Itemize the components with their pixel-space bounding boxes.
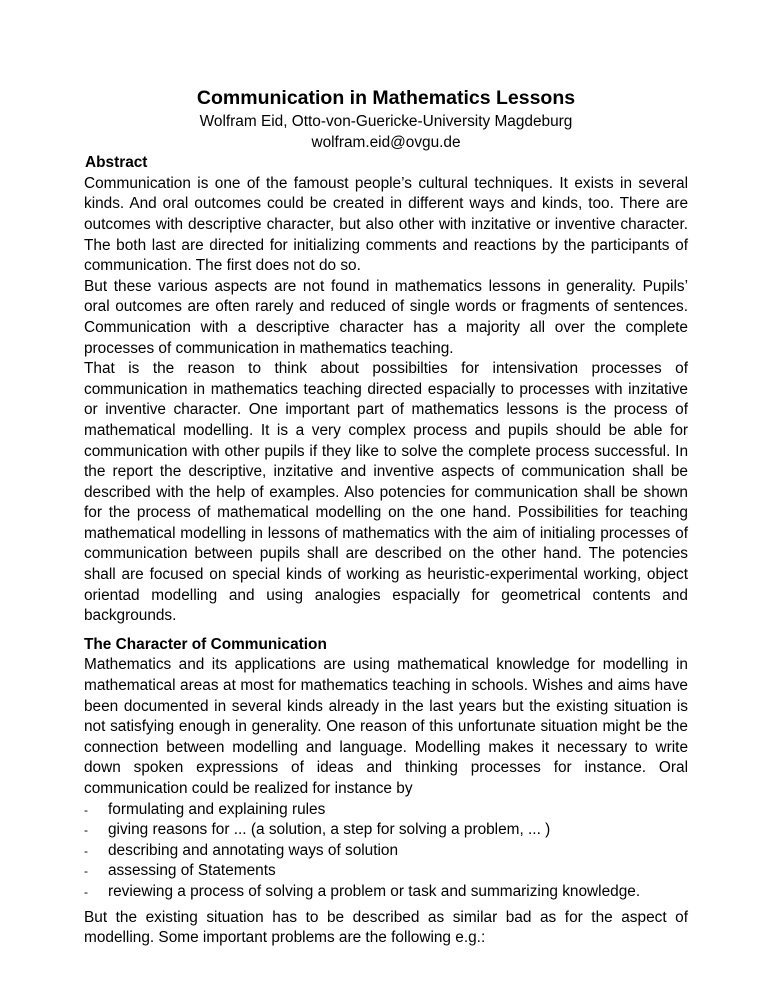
author-line: Wolfram Eid, Otto-von-Guericke-University Magdeburg (199, 113, 573, 130)
section-intro: Mathematics and its applications are using mathematical knowledge for modelling in mathematical areas at most for mathematics teaching in schools. Wishes and aims have been documented in several kinds already in the last years but the existing situation is not satisfying enough in generality. One reason of this unfortunate situation might be the connection between modelling and language. Modelling makes it necessary to write down spoken expressions of ideas and thinking processes for instance. Oral communication could be realized for instance by (84, 656, 688, 797)
document-page (84, 86, 688, 949)
abstract-paragraph: That is the reason to think about possibilties for intensivation processes of communication in mathematics teaching directed espacially to processes with inzitative or inventive character. One important part of mathematics lessons is the process of mathematical modelling. It is a very complex process and pupils should be able for communication with other pupils if they like to solve the complete process successful. In the report the descriptive, inzitative and inventive aspects of communication shall be described with the help of examples. Also potencies for communication shall be shown for the process of mathematical modelling on the one hand. Possibilities for teaching mathematical modelling in lessons of mathematics with the aim of initialing processes of communication between pupils shall are described on the other hand. The potencies shall are focused on special kinds of working as heuristic-experimental working, object orientad modelling and using analogies espacially for geometrical contents and backgrounds. (84, 360, 688, 625)
list-item-text: formulating and explaining rules (108, 800, 326, 818)
list-marker: - (84, 843, 88, 858)
paper-title: Communication in Mathematics Lessons (196, 87, 576, 109)
list-marker: - (84, 802, 88, 817)
list-item (84, 882, 688, 903)
list-marker: - (84, 823, 88, 838)
abstract-heading: Abstract (85, 154, 148, 172)
author-email: wolfram.eid@ovgu.de (311, 133, 461, 151)
list-marker: - (84, 884, 88, 899)
list-item-text: assessing of Statements (108, 862, 276, 880)
list-marker: - (84, 864, 88, 879)
list-item (84, 820, 688, 841)
abstract-paragraph: Communication is one of the famoust people’s cultural techniques. It exists in several kinds. And oral outcomes could be created in different ways and kinds, too. There are outcomes with descriptive character, but also other with inzitative or inventive character. The both last are directed for initializing comments and reactions by the participants of communication. The first does not do so. (84, 174, 688, 275)
list-item-text: describing and annotating ways of solution (108, 841, 399, 859)
list-item (84, 861, 688, 882)
list-item (84, 800, 688, 821)
list-item-text: reviewing a process of solving a problem or task and summarizing knowledge. (108, 882, 641, 900)
abstract-paragraph: But these various aspects are not found in mathematics lessons in generality. Pupils’ oral outcomes are often rarely and reduced of single words or fragments of sentences. Communication with a descriptive character has a majority all over the complete processes of communication in mathematics teaching. (84, 277, 688, 357)
communication-list (84, 800, 688, 903)
list-item (84, 841, 688, 862)
closing-paragraph: But the existing situation has to be described as similar bad as for the aspect of modelling. Some important problems are the following e.g.: (84, 908, 688, 947)
list-item-text: giving reasons for ... (a solution, a step for solving a problem, ... ) (108, 821, 551, 839)
section-heading: The Character of Communication (84, 635, 327, 653)
